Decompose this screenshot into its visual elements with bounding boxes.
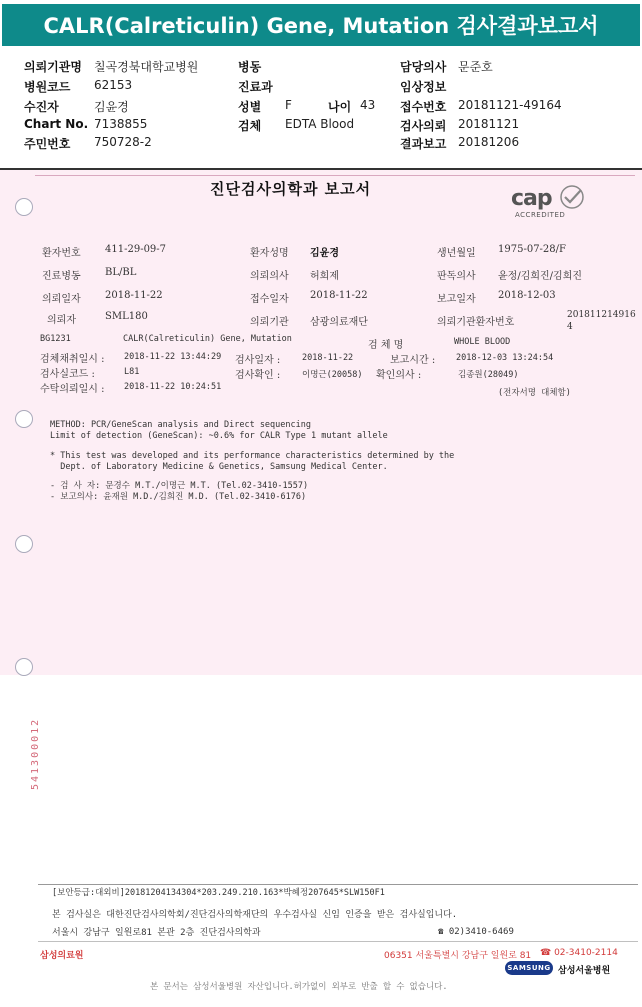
- header-value: 20181121: [458, 117, 520, 131]
- info-label: 판독의사: [437, 271, 476, 282]
- esign-note: (전자서명 대체함): [498, 388, 571, 398]
- staff-line: - 보고의사: 윤재원 M.D./김희진 M.D. (Tel.02-3410-6176): [50, 492, 307, 502]
- header-value: 750728-2: [94, 135, 152, 149]
- header-label: 검체: [238, 119, 262, 133]
- binder-hole-icon: [15, 658, 33, 676]
- note-line: Dept. of Laboratory Medicine & Genetics, Samsung Medical Center.: [50, 462, 388, 472]
- header-value: 20181206: [458, 135, 520, 149]
- reporttime-value: 2018-12-03 13:24:54: [456, 353, 554, 363]
- cap-accredited-text: ACCREDITED: [515, 211, 566, 219]
- info-value: 허희제: [310, 271, 339, 282]
- header-label: 담당의사: [400, 60, 447, 74]
- info-label: 환자번호: [42, 248, 81, 259]
- test-code: BG1231: [40, 334, 71, 344]
- info-label: 진료병동: [42, 271, 81, 282]
- reporttime-label: 보고시간 :: [390, 355, 436, 366]
- header-value: 62153: [94, 78, 133, 92]
- header-value: F: [285, 98, 292, 112]
- header-label: 병동: [238, 60, 262, 74]
- info-value: 김윤경: [310, 248, 339, 259]
- info-label: 환자성명: [250, 248, 289, 259]
- testdate-label: 검사일자 :: [235, 355, 281, 366]
- confirmer-label: 확인의사 :: [376, 370, 422, 381]
- footer-divider-2: [38, 941, 638, 942]
- hospital-phone: ☎ 02-3410-2114: [540, 948, 618, 958]
- header-value: 칠곡경북대학교병원: [94, 60, 199, 74]
- info-label: 의뢰자: [47, 315, 76, 326]
- smc-name: 삼성서울병원: [558, 966, 611, 976]
- header-label: Chart No.: [24, 117, 89, 131]
- confirm-label: 검사확인 :: [235, 370, 281, 381]
- info-label: 의뢰기관환자번호: [437, 317, 515, 328]
- header-fields: [0, 0, 642, 168]
- info-value: 1975-07-28/F: [498, 244, 566, 255]
- labcode-label: 검사실코드 :: [40, 369, 95, 380]
- info-value: BL/BL: [105, 267, 137, 278]
- header-label: 접수번호: [400, 100, 447, 114]
- top-divider: [35, 175, 635, 176]
- info-value: 201811214916: [567, 310, 636, 320]
- info-label: 의뢰의사: [250, 271, 289, 282]
- header-label: 주민번호: [24, 137, 71, 151]
- sheet-title: 진단검사의학과 보고서: [210, 180, 372, 198]
- receipt-label: 수탁의뢰일시 :: [40, 384, 105, 395]
- header-label: 임상정보: [400, 80, 447, 94]
- header-value: 20181121-49164: [458, 98, 562, 112]
- info-label: 의뢰일자: [42, 294, 81, 305]
- info-label: 접수일자: [250, 294, 289, 305]
- info-value: 411-29-09-7: [105, 244, 167, 255]
- header-value: 7138855: [94, 117, 148, 131]
- header-value: 문준호: [458, 60, 493, 74]
- testdate-value: 2018-11-22: [302, 353, 354, 363]
- binder-hole-icon: [15, 535, 33, 553]
- header-value: 43: [360, 98, 376, 112]
- header-value: EDTA Blood: [285, 117, 355, 131]
- header-value: 김윤경: [94, 100, 129, 114]
- collect-value: 2018-11-22 13:44:29: [124, 352, 222, 362]
- confirm-value: 이명근(20058): [302, 370, 363, 380]
- vertical-id: 541300012: [30, 717, 41, 790]
- binder-hole-icon: [15, 410, 33, 428]
- samsung-logo: [505, 961, 553, 975]
- info-value: 2018-11-22: [310, 290, 368, 301]
- confirmer-value: 김종원(28049): [458, 370, 519, 380]
- hospital-address: 06351 서울특별시 강남구 일원로 81: [384, 951, 532, 961]
- cap-logo-text: cap: [511, 186, 552, 211]
- method-line: Limit of detection (GeneScan): ~0.6% for CALR Type 1 mutant allele: [50, 431, 388, 441]
- collect-label: 검체채취일시 :: [40, 354, 105, 365]
- samsung-logo-text: SAMSUNG: [507, 964, 551, 972]
- info-label: 보고일자: [437, 294, 476, 305]
- lab-address: 서울시 강남구 일원로81 본관 2층 진단검사의학과: [52, 928, 261, 938]
- footer-divider: [38, 884, 638, 885]
- hospital-name: 삼성의료원: [40, 951, 84, 961]
- info-value: 2018-12-03: [498, 290, 556, 301]
- check-icon: [559, 184, 585, 210]
- header-label: 결과보고: [400, 137, 447, 151]
- method-line: METHOD: PCR/GeneScan analysis and Direct sequencing: [50, 420, 311, 430]
- report-title: CALR(Calreticulin) Gene, Mutation 검사결과보고서: [43, 14, 599, 38]
- staff-line: - 검 사 자: 문경수 M.T./이명근 M.T. (Tel.02-3410-1557): [50, 481, 309, 491]
- labcode-value: L81: [124, 367, 140, 377]
- header-label: 성별: [238, 100, 262, 114]
- binder-hole-icon: [15, 198, 33, 216]
- cert-line: 본 검사실은 대한진단검사의학회/진단검사의학재단의 우수검사실 신임 인증을 받은 검사실입니다.: [52, 910, 458, 920]
- header-label: 검사의뢰: [400, 119, 447, 133]
- test-name: CALR(Calreticulin) Gene, Mutation: [123, 334, 292, 344]
- header-label: 진료과: [238, 80, 273, 94]
- info-value: 2018-11-22: [105, 290, 163, 301]
- info-label: 의뢰기관: [250, 317, 289, 328]
- note-line: * This test was developed and its performance characteristics determined by the: [50, 451, 455, 461]
- security-line: [보안등급:대외비]20181204134304*203.249.210.163*박혜정207645*SLW150F1: [52, 888, 385, 898]
- cap-accredited-logo: [507, 184, 597, 224]
- receipt-value: 2018-11-22 10:24:51: [124, 382, 222, 392]
- header-label: 수진자: [24, 100, 59, 114]
- scanned-report-sheet: [0, 170, 642, 1007]
- info-value: 윤정/김희진/김희진: [498, 271, 583, 282]
- lab-phone: ☎ 02)3410-6469: [438, 927, 514, 937]
- info-label: 생년월일: [437, 248, 476, 259]
- info-value-cont: 4: [567, 322, 573, 332]
- header-label: 나이: [328, 100, 352, 114]
- specimen-label: 검 체 명: [368, 340, 404, 351]
- info-value: SML180: [105, 311, 148, 322]
- header-label: 의뢰기관명: [24, 60, 82, 74]
- header-label: 병원코드: [24, 80, 71, 94]
- info-value: 삼광의료재단: [310, 317, 368, 328]
- specimen-value: WHOLE BLOOD: [454, 337, 511, 347]
- disclaimer: 본 문서는 삼성서울병원 자산입니다.허가없이 외부로 반출 할 수 없습니다.: [150, 982, 448, 992]
